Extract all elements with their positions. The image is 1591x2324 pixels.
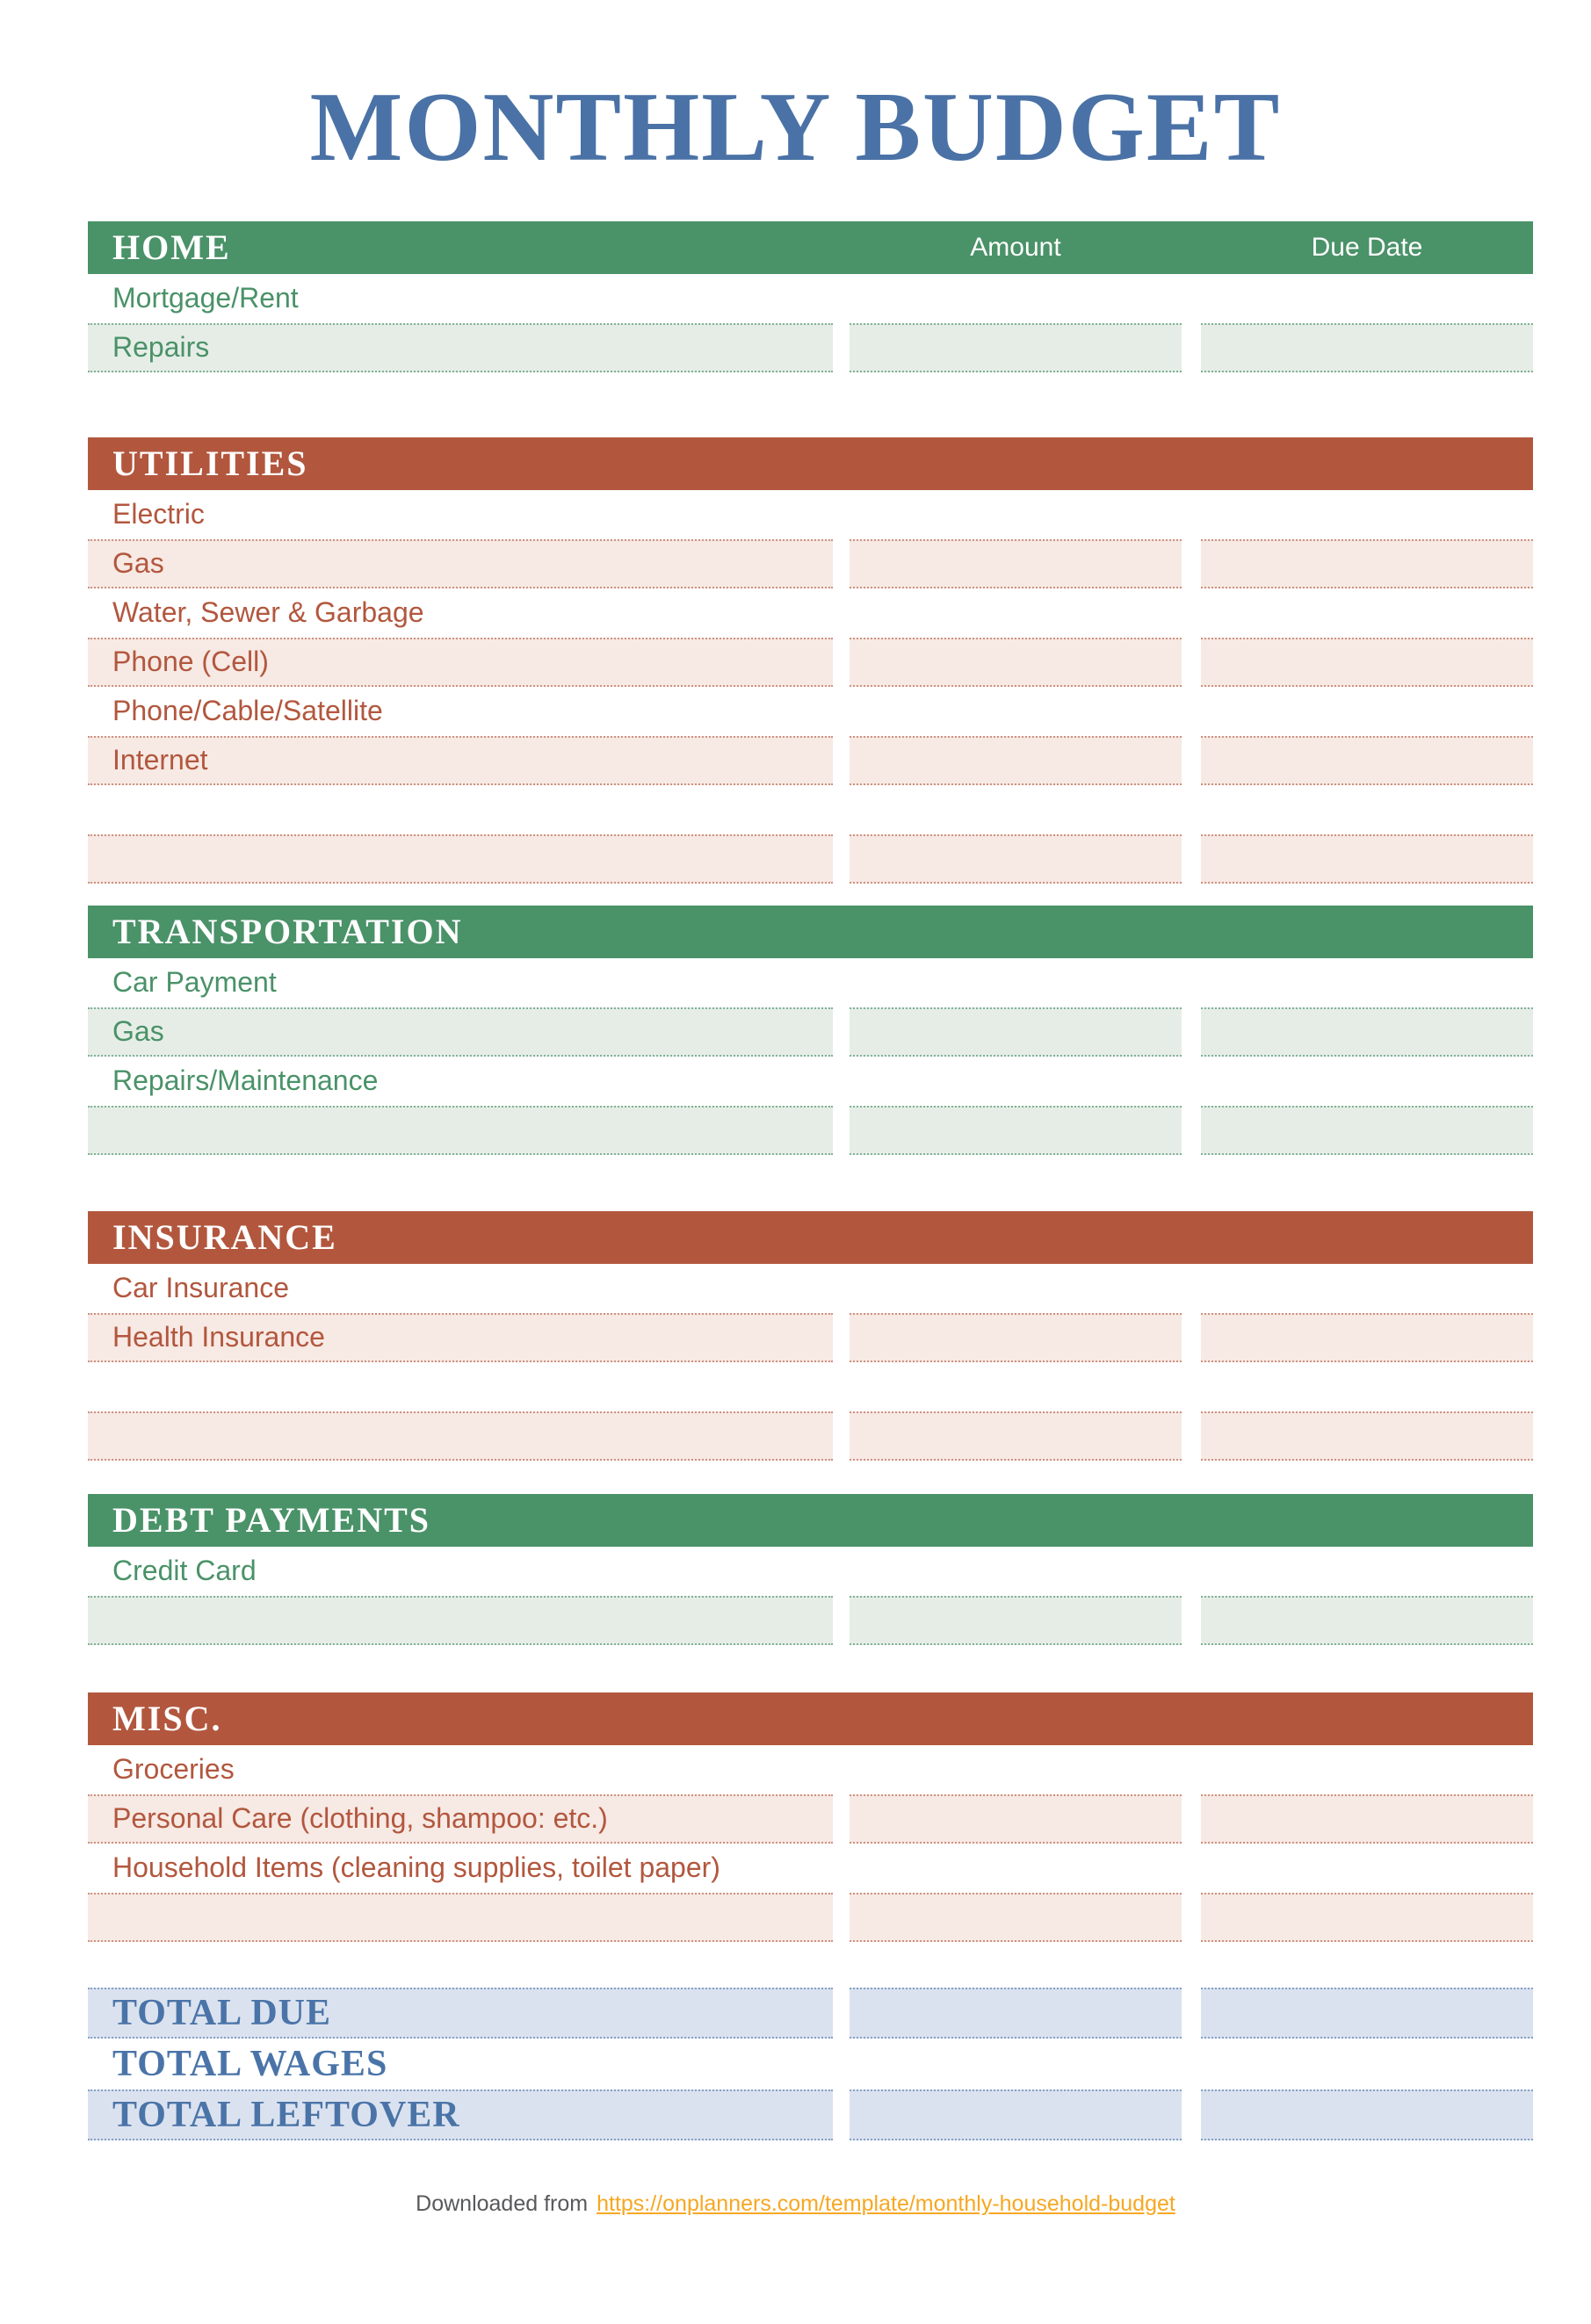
row-label [88,1411,833,1461]
section-header [88,1211,1533,1264]
column-gap [1182,1313,1201,1362]
due-date-cell [1201,834,1533,884]
total-label: TOTAL WAGES [112,2043,388,2084]
column-gap [833,638,850,687]
footer-link[interactable]: https://onplanners.com/template/monthly-household-budget [597,2190,1175,2216]
column-gap [1182,1007,1201,1057]
due-date-cell [1201,2039,1533,2089]
row-label [88,834,833,884]
amount-cell [850,1988,1182,2039]
due-date-cell [1201,687,1533,736]
section-header [88,1692,1533,1745]
column-gap [1182,323,1201,372]
totals-row [88,1988,1533,2039]
budget-row [88,539,1533,588]
column-gap [1182,1057,1201,1106]
section-title: MISC. [112,1699,222,1739]
column-gap [833,1057,850,1106]
column-gap [833,1313,850,1362]
column-gap [1182,588,1201,638]
section-insurance [88,1211,1533,1461]
totals-row [88,2089,1533,2140]
column-gap [1182,1362,1201,1411]
column-gap [833,1893,850,1942]
column-gap [833,274,850,323]
due-date-cell [1201,1988,1533,2039]
column-gap [1182,1596,1201,1645]
row-label: Phone (Cell) [88,638,833,687]
budget-row [88,958,1533,1007]
due-date-cell [1201,1007,1533,1057]
column-gap [833,1547,850,1596]
section-misc [88,1692,1533,1942]
footer [0,2191,1591,2217]
column-gap [1182,2039,1201,2089]
page-title: MONTHLY BUDGET [309,73,1282,182]
row-label: Household Items (cleaning supplies, toilet paper) [112,1851,720,1884]
section-title: UTILITIES [112,444,308,484]
column-gap [1182,1411,1201,1461]
row-label: Repairs/Maintenance [112,1065,379,1097]
column-gap [833,1794,850,1844]
column-gap [1182,785,1201,834]
amount-cell [850,1893,1182,1942]
column-gap [833,958,850,1007]
column-gap [1182,736,1201,785]
column-header-amount: Amount [970,232,1061,262]
amount-cell [850,1794,1182,1844]
amount-cell [850,1596,1182,1645]
due-date-cell [1201,1844,1533,1893]
row-label [88,1893,833,1942]
column-gap [1182,1844,1201,1893]
budget-row [88,1794,1533,1844]
amount-cell [850,638,1182,687]
column-header-due-date: Due Date [1311,232,1423,262]
column-gap [1182,1893,1201,1942]
column-gap [1182,834,1201,884]
budget-row [88,1007,1533,1057]
budget-row [88,1893,1533,1942]
due-date-cell [1201,958,1533,1007]
budget-row [88,1106,1533,1155]
column-gap [833,1264,850,1313]
row-label [88,1106,833,1155]
column-gap [833,1362,850,1411]
amount-cell [850,1411,1182,1461]
budget-row [88,1313,1533,1362]
budget-row [88,588,1533,638]
column-gap [1182,539,1201,588]
due-date-cell [1201,1313,1533,1362]
budget-row [88,1057,1533,1106]
row-label: Gas [88,1007,833,1057]
section-header [88,906,1533,958]
due-date-cell [1201,1057,1533,1106]
column-gap [1182,1745,1201,1794]
section-title: HOME [112,227,231,268]
column-gap [833,687,850,736]
column-gap [1182,1988,1201,2039]
amount-cell [850,1057,1182,1106]
column-gap [1182,1547,1201,1596]
total-label: TOTAL DUE [88,1988,833,2039]
due-date-cell [1201,323,1533,372]
column-gap [833,1596,850,1645]
row-label: Mortgage/Rent [112,282,299,314]
due-date-cell [1201,490,1533,539]
row-label: Credit Card [112,1555,257,1587]
due-date-cell [1201,1411,1533,1461]
row-label: Phone/Cable/Satellite [112,695,383,727]
column-gap [833,1988,850,2039]
due-date-cell [1201,539,1533,588]
due-date-cell [1201,588,1533,638]
budget-row [88,638,1533,687]
row-label [88,1362,833,1411]
section-home [88,221,1533,372]
budget-row [88,1362,1533,1411]
column-gap [1182,490,1201,539]
section-title: TRANSPORTATION [112,912,463,952]
amount-cell [850,1106,1182,1155]
column-gap [1182,1106,1201,1155]
due-date-cell [1201,1106,1533,1155]
row-label: Personal Care (clothing, shampoo: etc.) [88,1794,833,1844]
due-date-cell [1201,1547,1533,1596]
amount-cell [850,785,1182,834]
budget-row [88,785,1533,834]
amount-cell [850,274,1182,323]
row-label: Car Insurance [112,1272,289,1304]
total-label: TOTAL LEFTOVER [88,2089,833,2140]
column-gap [833,2089,850,2140]
column-gap [833,323,850,372]
budget-row [88,1264,1533,1313]
amount-cell [850,834,1182,884]
amount-cell [850,588,1182,638]
amount-cell [850,539,1182,588]
row-label: Gas [88,539,833,588]
budget-row [88,1745,1533,1794]
column-gap [833,539,850,588]
section-transportation [88,906,1533,1155]
due-date-cell [1201,638,1533,687]
section-header [88,1494,1533,1547]
amount-cell [850,1362,1182,1411]
column-gap [833,834,850,884]
row-label [88,1596,833,1645]
row-label: Groceries [112,1753,235,1786]
due-date-cell [1201,1794,1533,1844]
amount-cell [850,1745,1182,1794]
column-gap [1182,1794,1201,1844]
due-date-cell [1201,1745,1533,1794]
totals-row [88,2039,1533,2089]
column-gap [833,2039,850,2089]
amount-cell [850,323,1182,372]
column-gap [1182,638,1201,687]
column-gap [833,1106,850,1155]
amount-cell [850,1844,1182,1893]
column-gap [1182,1264,1201,1313]
amount-cell [850,2039,1182,2089]
column-gap [1182,2089,1201,2140]
amount-cell [850,687,1182,736]
column-gap [1182,958,1201,1007]
budget-table [88,221,1533,1942]
section-title: DEBT PAYMENTS [112,1500,431,1541]
row-label: Health Insurance [88,1313,833,1362]
budget-row [88,834,1533,884]
due-date-cell [1201,1893,1533,1942]
budget-page [0,73,1591,2217]
amount-cell [850,2089,1182,2140]
row-label: Electric [112,498,205,530]
due-date-cell [1201,1362,1533,1411]
row-label: Car Payment [112,966,277,999]
budget-row [88,323,1533,372]
amount-cell [850,1007,1182,1057]
section-utilities [88,437,1533,884]
amount-cell [850,1313,1182,1362]
budget-row [88,1547,1533,1596]
amount-cell [850,1264,1182,1313]
budget-row [88,736,1533,785]
due-date-cell [1201,1596,1533,1645]
budget-row [88,1411,1533,1461]
budget-row [88,490,1533,539]
due-date-cell [1201,2089,1533,2140]
section-title: INSURANCE [112,1217,337,1258]
column-gap [833,1411,850,1461]
amount-cell [850,958,1182,1007]
column-gap [1182,274,1201,323]
row-label: Repairs [88,323,833,372]
amount-cell [850,490,1182,539]
footer-text: Downloaded from [416,2190,589,2216]
budget-row [88,274,1533,323]
amount-cell [850,1547,1182,1596]
column-gap [833,1007,850,1057]
section-header [88,437,1533,490]
section-header [88,221,1533,274]
column-gap [833,785,850,834]
row-label: Water, Sewer & Garbage [112,596,424,629]
column-gap [833,588,850,638]
row-label: Internet [88,736,833,785]
row-label [88,785,833,834]
amount-cell [850,736,1182,785]
due-date-cell [1201,785,1533,834]
column-gap [833,1844,850,1893]
column-gap [833,736,850,785]
totals-table [88,1988,1533,2140]
budget-row [88,1596,1533,1645]
due-date-cell [1201,274,1533,323]
due-date-cell [1201,1264,1533,1313]
column-gap [1182,687,1201,736]
budget-row [88,1844,1533,1893]
column-gap [833,1745,850,1794]
due-date-cell [1201,736,1533,785]
column-gap [833,490,850,539]
budget-row [88,687,1533,736]
section-debt-payments [88,1494,1533,1645]
